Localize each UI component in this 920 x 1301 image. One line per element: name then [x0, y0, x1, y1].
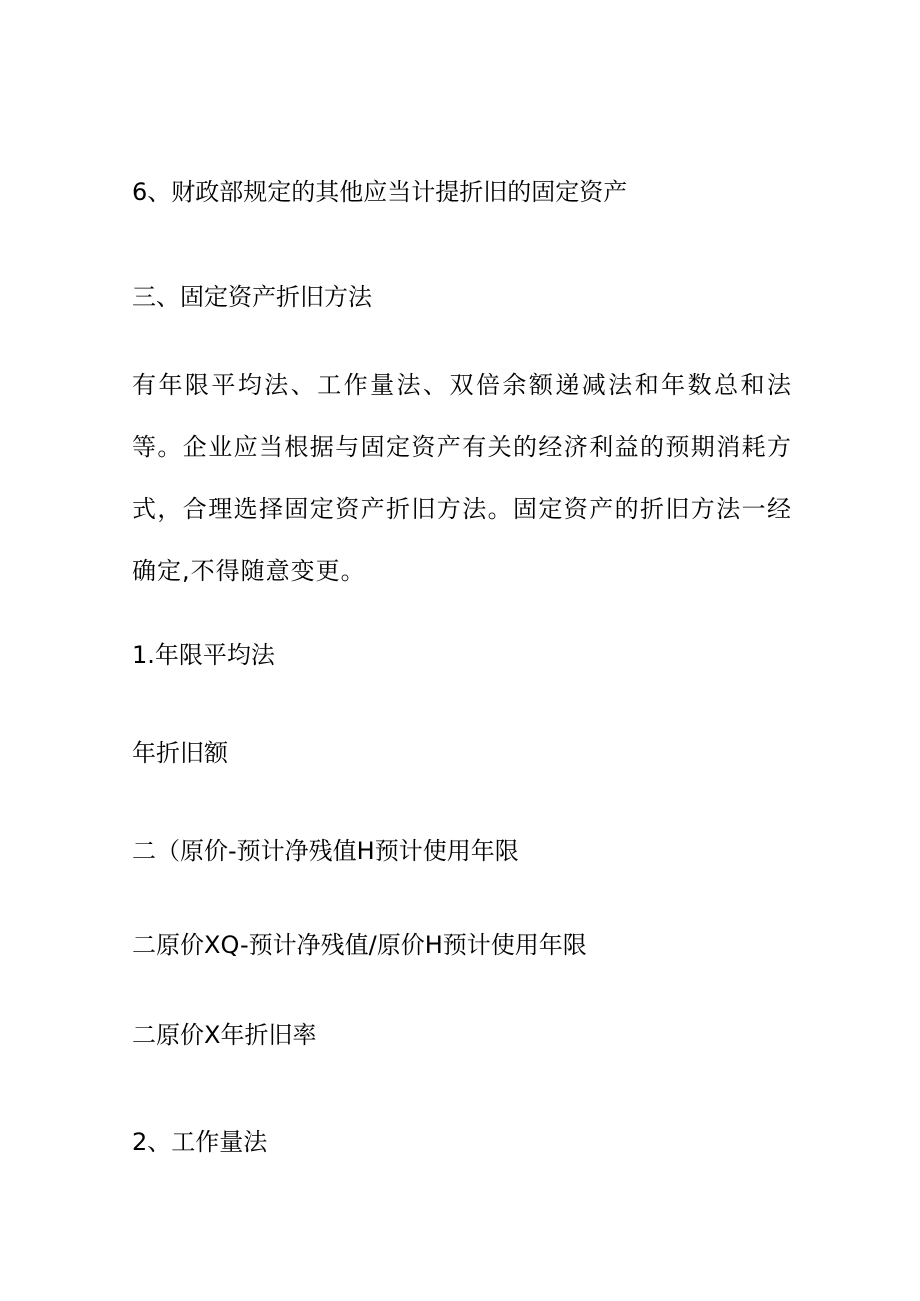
method-heading-straight-line: 1.年限平均法: [132, 641, 275, 669]
list-item-6: 6、财政部规定的其他应当计提折旧的固定资产: [132, 178, 628, 206]
section-paragraph: 有年限平均法、工作量法、双倍余额递减法和年数总和法等。企业应当根据与固定资产有关的经济利益的预期消耗方式，合理选择固定资产折旧方法。固定资产的折旧方法一经确定,不得随意变更。: [132, 371, 792, 585]
annual-depreciation-label: 年折旧额: [132, 739, 228, 767]
formula-line-1: 二（原价-预计净残值H预计使用年限: [132, 837, 519, 865]
formula-line-2: 二原价XQ-预计净残值/原价H预计使用年限: [132, 931, 587, 959]
section-heading-depreciation-methods: 三、固定资产折旧方法: [132, 283, 372, 311]
method-heading-units-of-production: 2、工作量法: [132, 1128, 268, 1156]
formula-line-3: 二原价X年折旧率: [132, 1021, 317, 1049]
